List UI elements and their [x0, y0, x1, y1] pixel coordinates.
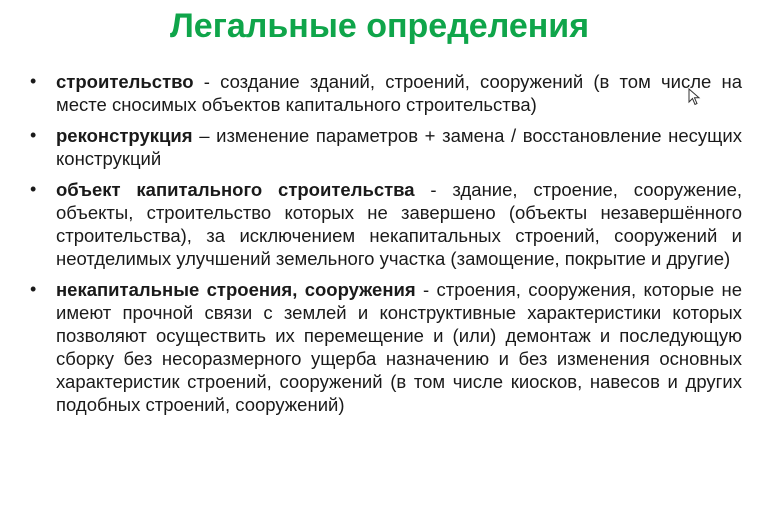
slide-title: Легальные определения — [169, 7, 590, 45]
mouse-pointer-icon — [688, 88, 702, 106]
definition-text: - создание зданий, строений, сооружений (в том числе на месте сносимых объектов капитального строительства) — [56, 71, 742, 115]
bullet: • — [30, 125, 37, 145]
definitions-list — [30, 70, 742, 424]
definition-text: - строения, сооружения, которые не имеют прочной связи с землей и конструктивные характеристики которых позволяют осуществить их перемещение и (или) демонтаж и последующую сборку без несоразмерного ущерба назначению и без изменения основных характеристик строений, сооружений (в том числе киосков, навесов и других подобных строений, сооружений) — [56, 279, 742, 415]
definition-term: реконструкция — [56, 125, 193, 146]
bullet: • — [30, 179, 37, 199]
list-item — [30, 124, 742, 170]
definition-term: некапитальные строения, сооружения — [56, 279, 416, 300]
bullet: • — [30, 71, 37, 91]
list-item — [30, 70, 742, 116]
definition-term: строительство — [56, 71, 194, 92]
bullet: • — [30, 279, 37, 299]
definition-text: – изменение параметров + замена / восстановление несущих конструкций — [56, 125, 742, 169]
definition-text: - здание, строение, сооружение, объекты, строительство которых не завершено (объекты незавершённого строительства), за исключением некапитальных строений, сооружений и неотделимых улучшений земельного участка (замощение, покрытие и другие) — [56, 179, 742, 269]
list-item — [30, 178, 742, 270]
list-item — [30, 278, 742, 416]
definition-term: объект капитального строительства — [56, 179, 415, 200]
